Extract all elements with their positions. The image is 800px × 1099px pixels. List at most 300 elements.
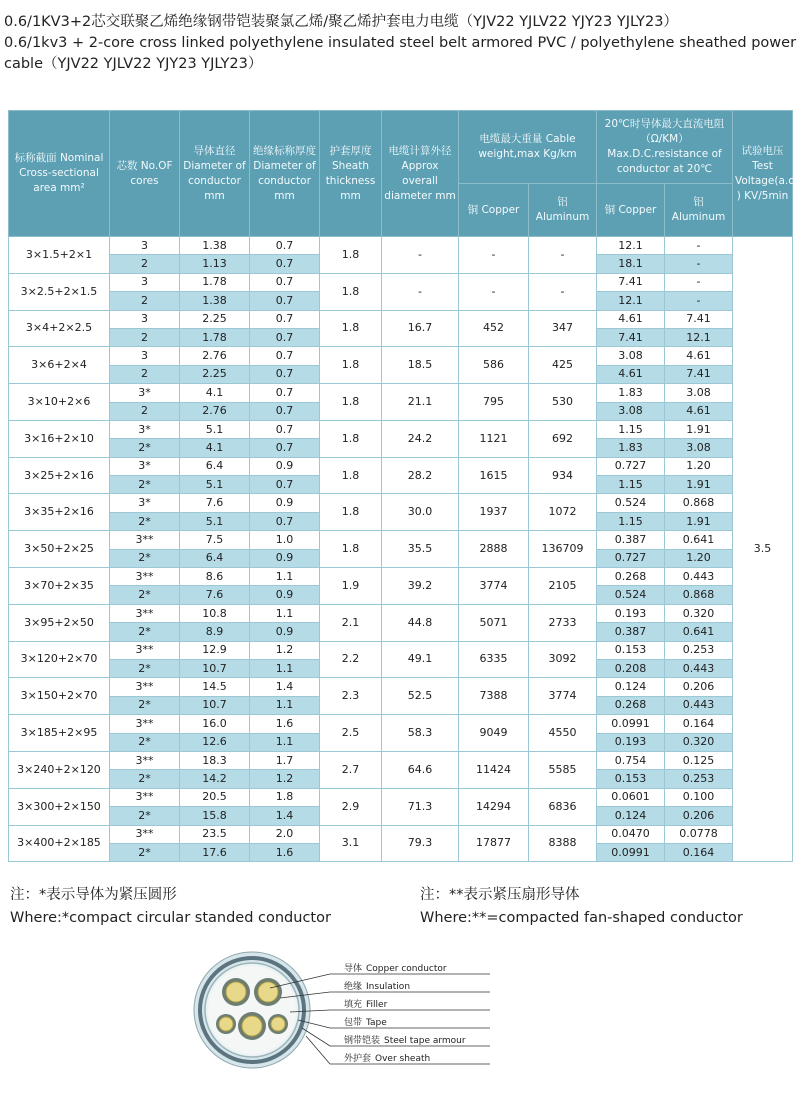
cell-weight-aluminum: 136709 — [529, 531, 597, 568]
cell-cores: 3** — [110, 715, 180, 733]
cell-weight-aluminum: 347 — [529, 310, 597, 347]
cell-weight-copper: 11424 — [459, 751, 529, 788]
cell-resistance-aluminum: 0.320 — [665, 604, 733, 622]
cell-insulation: 0.9 — [250, 586, 320, 604]
cell-weight-copper: 795 — [459, 384, 529, 421]
cell-resistance-copper: 0.387 — [597, 623, 665, 641]
cell-cores: 2* — [110, 843, 180, 861]
cell-insulation: 1.2 — [250, 641, 320, 659]
cell-resistance-copper: 1.15 — [597, 512, 665, 530]
cell-insulation: 0.7 — [250, 420, 320, 438]
cell-cores: 3** — [110, 531, 180, 549]
cell-cores: 3 — [110, 273, 180, 291]
cell-conductor-diameter: 10.8 — [180, 604, 250, 622]
filler — [208, 966, 296, 1054]
cell-resistance-copper: 0.387 — [597, 531, 665, 549]
cell-cores: 3* — [110, 420, 180, 438]
table-row — [9, 237, 793, 255]
cell-overall-diameter: 28.2 — [382, 457, 459, 494]
cell-resistance-copper: 0.268 — [597, 568, 665, 586]
cell-cores: 3* — [110, 494, 180, 512]
leader-tape — [298, 1020, 490, 1028]
cell-conductor-diameter: 4.1 — [180, 384, 250, 402]
cell-section: 3×70+2×35 — [9, 568, 110, 605]
cell-insulation: 0.7 — [250, 273, 320, 291]
cell-resistance-aluminum: 0.100 — [665, 788, 733, 806]
cable-cross-section-diagram — [190, 940, 510, 1080]
cell-cores: 3 — [110, 347, 180, 365]
cell-resistance-copper: 0.0991 — [597, 715, 665, 733]
cell-weight-copper: 6335 — [459, 641, 529, 678]
cell-cores: 3** — [110, 678, 180, 696]
cell-insulation: 0.7 — [250, 439, 320, 457]
diagram-label-en: Filler — [366, 1000, 388, 1010]
leader-filler — [290, 1010, 490, 1012]
cell-resistance-aluminum: 0.868 — [665, 494, 733, 512]
cell-insulation: 0.7 — [250, 292, 320, 310]
cell-weight-copper: 17877 — [459, 825, 529, 862]
cell-resistance-aluminum: 0.125 — [665, 751, 733, 769]
cell-weight-aluminum: 3774 — [529, 678, 597, 715]
cell-resistance-aluminum: 7.41 — [665, 310, 733, 328]
diagram-label-en: Copper conductor — [366, 964, 447, 974]
table-row — [9, 751, 793, 769]
cell-cores: 3* — [110, 384, 180, 402]
cell-insulation: 1.7 — [250, 751, 320, 769]
cell-resistance-copper: 1.15 — [597, 476, 665, 494]
table-row — [9, 494, 793, 512]
cell-overall-diameter: 18.5 — [382, 347, 459, 384]
table-row — [9, 531, 793, 549]
cell-insulation: 1.4 — [250, 678, 320, 696]
cell-resistance-aluminum: 3.08 — [665, 439, 733, 457]
cell-overall-diameter: 30.0 — [382, 494, 459, 531]
cell-overall-diameter: 49.1 — [382, 641, 459, 678]
cell-conductor-diameter: 2.76 — [180, 402, 250, 420]
cell-resistance-copper: 0.124 — [597, 807, 665, 825]
cell-resistance-copper: 0.193 — [597, 733, 665, 751]
cell-resistance-copper: 0.0601 — [597, 788, 665, 806]
cell-resistance-aluminum: 0.443 — [665, 568, 733, 586]
cell-resistance-copper: 0.153 — [597, 770, 665, 788]
diagram-label — [344, 962, 447, 974]
cell-sheath: 1.8 — [320, 347, 382, 384]
cell-cores: 2* — [110, 659, 180, 677]
cell-conductor-diameter: 7.6 — [180, 586, 250, 604]
header-resistance-copper: 铜 Copper — [597, 184, 665, 237]
cell-resistance-copper: 4.61 — [597, 310, 665, 328]
cell-resistance-aluminum: 4.61 — [665, 347, 733, 365]
header-weight: 电缆最大重量 Cable weight,max Kg/km — [459, 111, 597, 184]
header-insulation-thickness: 绝缘标称厚度 Diameter of conductor mm — [250, 111, 320, 237]
cell-overall-diameter: 24.2 — [382, 420, 459, 457]
cell-conductor-diameter: 5.1 — [180, 420, 250, 438]
cell-cores: 2* — [110, 439, 180, 457]
table-row — [9, 310, 793, 328]
cell-weight-aluminum: 425 — [529, 347, 597, 384]
cell-conductor-diameter: 8.6 — [180, 568, 250, 586]
table-row — [9, 788, 793, 806]
cell-sheath: 1.8 — [320, 384, 382, 421]
cell-section: 3×300+2×150 — [9, 788, 110, 825]
cell-conductor-diameter: 2.25 — [180, 365, 250, 383]
cell-section: 3×150+2×70 — [9, 678, 110, 715]
cell-resistance-copper: 0.754 — [597, 751, 665, 769]
cell-cores: 2* — [110, 807, 180, 825]
cell-weight-copper: 5071 — [459, 604, 529, 641]
cell-resistance-copper: 18.1 — [597, 255, 665, 273]
header-resistance: 20℃时导体最大直流电阻（Ω/KM） Max.D.C.resistance of conductor at 20℃ — [597, 111, 733, 184]
cell-weight-copper: 1937 — [459, 494, 529, 531]
cell-insulation: 0.7 — [250, 402, 320, 420]
cell-resistance-copper: 3.08 — [597, 347, 665, 365]
cell-resistance-copper: 0.524 — [597, 586, 665, 604]
table-row — [9, 678, 793, 696]
cell-conductor-diameter: 17.6 — [180, 843, 250, 861]
cell-section: 3×240+2×120 — [9, 751, 110, 788]
cell-weight-aluminum: 692 — [529, 420, 597, 457]
cell-resistance-copper: 1.15 — [597, 420, 665, 438]
cell-resistance-aluminum: 4.61 — [665, 402, 733, 420]
cell-insulation: 0.9 — [250, 457, 320, 475]
cell-conductor-diameter: 4.1 — [180, 439, 250, 457]
cell-sheath: 1.8 — [320, 237, 382, 274]
cell-resistance-copper: 0.0991 — [597, 843, 665, 861]
cell-sheath: 2.1 — [320, 604, 382, 641]
cell-weight-copper: 1615 — [459, 457, 529, 494]
cell-resistance-copper: 3.08 — [597, 402, 665, 420]
cell-resistance-aluminum: 0.253 — [665, 641, 733, 659]
spec-table — [8, 110, 793, 862]
conductor-2 — [258, 982, 278, 1002]
cell-conductor-diameter: 12.6 — [180, 733, 250, 751]
cell-weight-aluminum: 1072 — [529, 494, 597, 531]
diagram-label-cn: 导体 — [344, 964, 363, 974]
cell-resistance-aluminum: 0.253 — [665, 770, 733, 788]
cell-sheath: 2.7 — [320, 751, 382, 788]
cell-section: 3×1.5+2×1 — [9, 237, 110, 274]
note-compact-circular-en: Where:*compact circular standed conductor — [10, 910, 331, 926]
cell-resistance-aluminum: - — [665, 237, 733, 255]
cell-cores: 2* — [110, 733, 180, 751]
table-row — [9, 273, 793, 291]
cell-weight-aluminum: 2105 — [529, 568, 597, 605]
cell-conductor-diameter: 10.7 — [180, 659, 250, 677]
diagram-label — [344, 980, 410, 992]
cell-conductor-diameter: 5.1 — [180, 512, 250, 530]
cell-section: 3×95+2×50 — [9, 604, 110, 641]
cell-resistance-aluminum: - — [665, 255, 733, 273]
cell-resistance-copper: 0.208 — [597, 659, 665, 677]
cell-resistance-aluminum: 3.08 — [665, 384, 733, 402]
cell-conductor-diameter: 1.78 — [180, 328, 250, 346]
cell-weight-copper: 586 — [459, 347, 529, 384]
cell-cores: 3 — [110, 310, 180, 328]
conductor-5 — [271, 1017, 285, 1031]
cell-weight-aluminum: 3092 — [529, 641, 597, 678]
cell-cores: 2 — [110, 255, 180, 273]
cell-overall-diameter: 44.8 — [382, 604, 459, 641]
cell-section: 3×4+2×2.5 — [9, 310, 110, 347]
note-compact-circular-cn: 注：*表示导体为紧压圆形 — [10, 887, 177, 903]
cell-insulation: 0.7 — [250, 328, 320, 346]
cell-weight-aluminum: 4550 — [529, 715, 597, 752]
cell-resistance-copper: 1.83 — [597, 439, 665, 457]
cell-resistance-aluminum: 0.641 — [665, 531, 733, 549]
cell-section: 3×400+2×185 — [9, 825, 110, 862]
cell-overall-diameter: 35.5 — [382, 531, 459, 568]
diagram-label-en: Tape — [366, 1018, 387, 1028]
cell-conductor-diameter: 7.6 — [180, 494, 250, 512]
cell-resistance-aluminum: 0.206 — [665, 678, 733, 696]
cell-weight-copper: 14294 — [459, 788, 529, 825]
note-fan-shaped-en: Where:**=compacted fan-shaped conductor — [420, 910, 743, 926]
cell-weight-aluminum: 5585 — [529, 751, 597, 788]
diagram-label — [344, 1034, 466, 1046]
cell-resistance-aluminum: 1.91 — [665, 512, 733, 530]
title-chinese: 0.6/1KV3+2芯交联聚乙烯绝缘钢带铠装聚氯乙烯/聚乙烯护套电力电缆（YJV22 YJLV22 YJY23 YJLY23） — [4, 14, 678, 30]
cell-weight-aluminum: - — [529, 273, 597, 310]
cell-conductor-diameter: 14.5 — [180, 678, 250, 696]
cell-insulation: 0.7 — [250, 255, 320, 273]
diagram-label-cn: 填充 — [344, 1000, 363, 1010]
table-row — [9, 420, 793, 438]
cell-insulation: 1.4 — [250, 807, 320, 825]
cell-insulation: 1.0 — [250, 531, 320, 549]
cell-insulation: 0.7 — [250, 310, 320, 328]
cell-cores: 2* — [110, 476, 180, 494]
cell-sheath: 1.9 — [320, 568, 382, 605]
cell-conductor-diameter: 1.13 — [180, 255, 250, 273]
header-weight-aluminum: 铝 Aluminum — [529, 184, 597, 237]
cell-cores: 3 — [110, 237, 180, 255]
cell-weight-copper: 1121 — [459, 420, 529, 457]
cell-resistance-aluminum: 1.20 — [665, 457, 733, 475]
cell-test-voltage: 3.5 — [733, 237, 793, 862]
diagram-label-en: Steel tape armour — [384, 1036, 466, 1046]
cell-insulation: 1.1 — [250, 568, 320, 586]
table-row — [9, 825, 793, 843]
cell-resistance-copper: 4.61 — [597, 365, 665, 383]
cell-resistance-aluminum: 0.0778 — [665, 825, 733, 843]
cell-weight-copper: 3774 — [459, 568, 529, 605]
cell-overall-diameter: 64.6 — [382, 751, 459, 788]
cell-cores: 2* — [110, 549, 180, 567]
cell-conductor-diameter: 2.76 — [180, 347, 250, 365]
cell-weight-aluminum: 530 — [529, 384, 597, 421]
header-test-voltage: 试验电压 Test Voltage(a.c ) KV/5min — [733, 111, 793, 237]
cell-resistance-aluminum: 12.1 — [665, 328, 733, 346]
diagram-label — [344, 1016, 387, 1028]
cell-conductor-diameter: 7.5 — [180, 531, 250, 549]
cell-cores: 2* — [110, 512, 180, 530]
cell-cores: 2 — [110, 402, 180, 420]
cell-sheath: 2.9 — [320, 788, 382, 825]
cell-weight-copper: - — [459, 273, 529, 310]
cell-resistance-copper: 0.268 — [597, 696, 665, 714]
cell-insulation: 0.9 — [250, 549, 320, 567]
cell-section: 3×120+2×70 — [9, 641, 110, 678]
cell-conductor-diameter: 20.5 — [180, 788, 250, 806]
cell-insulation: 1.1 — [250, 604, 320, 622]
cell-cores: 2 — [110, 292, 180, 310]
cell-cores: 3** — [110, 788, 180, 806]
cell-insulation: 0.7 — [250, 365, 320, 383]
cell-resistance-copper: 1.83 — [597, 384, 665, 402]
table-row — [9, 384, 793, 402]
cell-overall-diameter: 16.7 — [382, 310, 459, 347]
table-row — [9, 604, 793, 622]
cell-conductor-diameter: 18.3 — [180, 751, 250, 769]
header-section: 标称截面 Nominal Cross-sectional area mm² — [9, 111, 110, 237]
cell-conductor-diameter: 1.38 — [180, 292, 250, 310]
cell-insulation: 1.2 — [250, 770, 320, 788]
cell-resistance-aluminum: 7.41 — [665, 365, 733, 383]
cell-conductor-diameter: 8.9 — [180, 623, 250, 641]
cell-insulation: 2.0 — [250, 825, 320, 843]
cell-weight-copper: 452 — [459, 310, 529, 347]
cell-sheath: 2.3 — [320, 678, 382, 715]
cell-sheath: 2.2 — [320, 641, 382, 678]
cell-resistance-aluminum: 1.91 — [665, 476, 733, 494]
cell-conductor-diameter: 6.4 — [180, 457, 250, 475]
cell-insulation: 0.7 — [250, 512, 320, 530]
cell-resistance-aluminum: 0.443 — [665, 659, 733, 677]
leader-insulation — [280, 992, 490, 998]
cell-resistance-aluminum: 0.320 — [665, 733, 733, 751]
cell-section: 3×50+2×25 — [9, 531, 110, 568]
cell-insulation: 1.6 — [250, 715, 320, 733]
cell-insulation: 0.7 — [250, 476, 320, 494]
diagram-label-cn: 包带 — [344, 1018, 363, 1028]
table-row — [9, 347, 793, 365]
cell-resistance-copper: 0.524 — [597, 494, 665, 512]
diagram-label-en: Insulation — [366, 982, 411, 992]
cell-cores: 2 — [110, 365, 180, 383]
header-resistance-aluminum: 铝 Aluminum — [665, 184, 733, 237]
cell-resistance-aluminum: 0.164 — [665, 843, 733, 861]
cell-overall-diameter: 71.3 — [382, 788, 459, 825]
cell-sheath: 1.8 — [320, 310, 382, 347]
cell-cores: 2* — [110, 770, 180, 788]
cell-resistance-copper: 7.41 — [597, 273, 665, 291]
cell-section: 3×10+2×6 — [9, 384, 110, 421]
cell-cores: 3* — [110, 457, 180, 475]
cell-conductor-diameter: 10.7 — [180, 696, 250, 714]
cell-weight-copper: 9049 — [459, 715, 529, 752]
cell-conductor-diameter: 1.78 — [180, 273, 250, 291]
cell-resistance-copper: 0.124 — [597, 678, 665, 696]
diagram-label-en: Over sheath — [375, 1054, 431, 1064]
cell-resistance-aluminum: - — [665, 292, 733, 310]
cell-insulation: 1.1 — [250, 733, 320, 751]
cell-insulation: 1.6 — [250, 843, 320, 861]
cell-conductor-diameter: 15.8 — [180, 807, 250, 825]
conductor-3 — [242, 1016, 262, 1036]
cell-conductor-diameter: 14.2 — [180, 770, 250, 788]
diagram-label-cn: 外护套 — [344, 1054, 372, 1064]
diagram-label — [344, 1052, 430, 1064]
cell-resistance-copper: 0.193 — [597, 604, 665, 622]
cell-overall-diameter: 52.5 — [382, 678, 459, 715]
diagram-label-cn: 钢带铠装 — [344, 1036, 381, 1046]
cell-sheath: 3.1 — [320, 825, 382, 862]
header-sheath-thickness: 护套厚度 Sheath thickness mm — [320, 111, 382, 237]
cell-weight-aluminum: - — [529, 237, 597, 274]
cell-cores: 2* — [110, 586, 180, 604]
cell-weight-aluminum: 2733 — [529, 604, 597, 641]
cell-overall-diameter: - — [382, 273, 459, 310]
cell-sheath: 2.5 — [320, 715, 382, 752]
cell-cores: 2 — [110, 328, 180, 346]
diagram-label — [344, 998, 388, 1010]
cell-conductor-diameter: 12.9 — [180, 641, 250, 659]
cell-sheath: 1.8 — [320, 273, 382, 310]
diagram-labels — [344, 962, 466, 1064]
cell-insulation: 0.7 — [250, 347, 320, 365]
cell-resistance-aluminum: 1.20 — [665, 549, 733, 567]
header-weight-copper: 铜 Copper — [459, 184, 529, 237]
cell-overall-diameter: 21.1 — [382, 384, 459, 421]
cell-sheath: 1.8 — [320, 457, 382, 494]
cell-cores: 2* — [110, 696, 180, 714]
cell-insulation: 0.9 — [250, 623, 320, 641]
table-row — [9, 715, 793, 733]
cell-conductor-diameter: 1.38 — [180, 237, 250, 255]
cell-insulation: 1.1 — [250, 659, 320, 677]
conductor-1 — [226, 982, 246, 1002]
title-english-line1: 0.6/1kv3 + 2-core cross linked polyethylene insulated steel belt armored PVC / polyethylene sheathed power — [4, 35, 797, 51]
table-row — [9, 457, 793, 475]
cell-cores: 3** — [110, 825, 180, 843]
header-cores: 芯数 No.OF cores — [110, 111, 180, 237]
cell-section: 3×6+2×4 — [9, 347, 110, 384]
cell-resistance-copper: 0.153 — [597, 641, 665, 659]
cell-weight-aluminum: 6836 — [529, 788, 597, 825]
cell-section: 3×25+2×16 — [9, 457, 110, 494]
cell-resistance-aluminum: 0.206 — [665, 807, 733, 825]
cell-insulation: 0.9 — [250, 494, 320, 512]
cell-weight-copper: - — [459, 237, 529, 274]
table-row — [9, 641, 793, 659]
cell-overall-diameter: - — [382, 237, 459, 274]
cell-section: 3×16+2×10 — [9, 420, 110, 457]
cell-resistance-copper: 12.1 — [597, 237, 665, 255]
cell-sheath: 1.8 — [320, 531, 382, 568]
header-overall-diameter: 电缆计算外径 Approx overall diameter mm — [382, 111, 459, 237]
cell-insulation: 0.7 — [250, 237, 320, 255]
diagram-label-cn: 绝缘 — [344, 982, 363, 992]
cell-section: 3×185+2×95 — [9, 715, 110, 752]
cell-weight-aluminum: 8388 — [529, 825, 597, 862]
cell-conductor-diameter: 16.0 — [180, 715, 250, 733]
cell-resistance-aluminum: 0.641 — [665, 623, 733, 641]
table-row — [9, 568, 793, 586]
conductor-4 — [219, 1017, 233, 1031]
cell-cores: 2* — [110, 623, 180, 641]
cell-conductor-diameter: 23.5 — [180, 825, 250, 843]
note-fan-shaped-cn: 注：**表示紧压扇形导体 — [420, 887, 580, 903]
cell-conductor-diameter: 5.1 — [180, 476, 250, 494]
cell-cores: 3** — [110, 604, 180, 622]
cell-overall-diameter: 79.3 — [382, 825, 459, 862]
cell-resistance-aluminum: 1.91 — [665, 420, 733, 438]
cell-weight-copper: 7388 — [459, 678, 529, 715]
cell-cores: 3** — [110, 568, 180, 586]
cell-resistance-aluminum: 0.868 — [665, 586, 733, 604]
cell-overall-diameter: 58.3 — [382, 715, 459, 752]
cell-sheath: 1.8 — [320, 420, 382, 457]
